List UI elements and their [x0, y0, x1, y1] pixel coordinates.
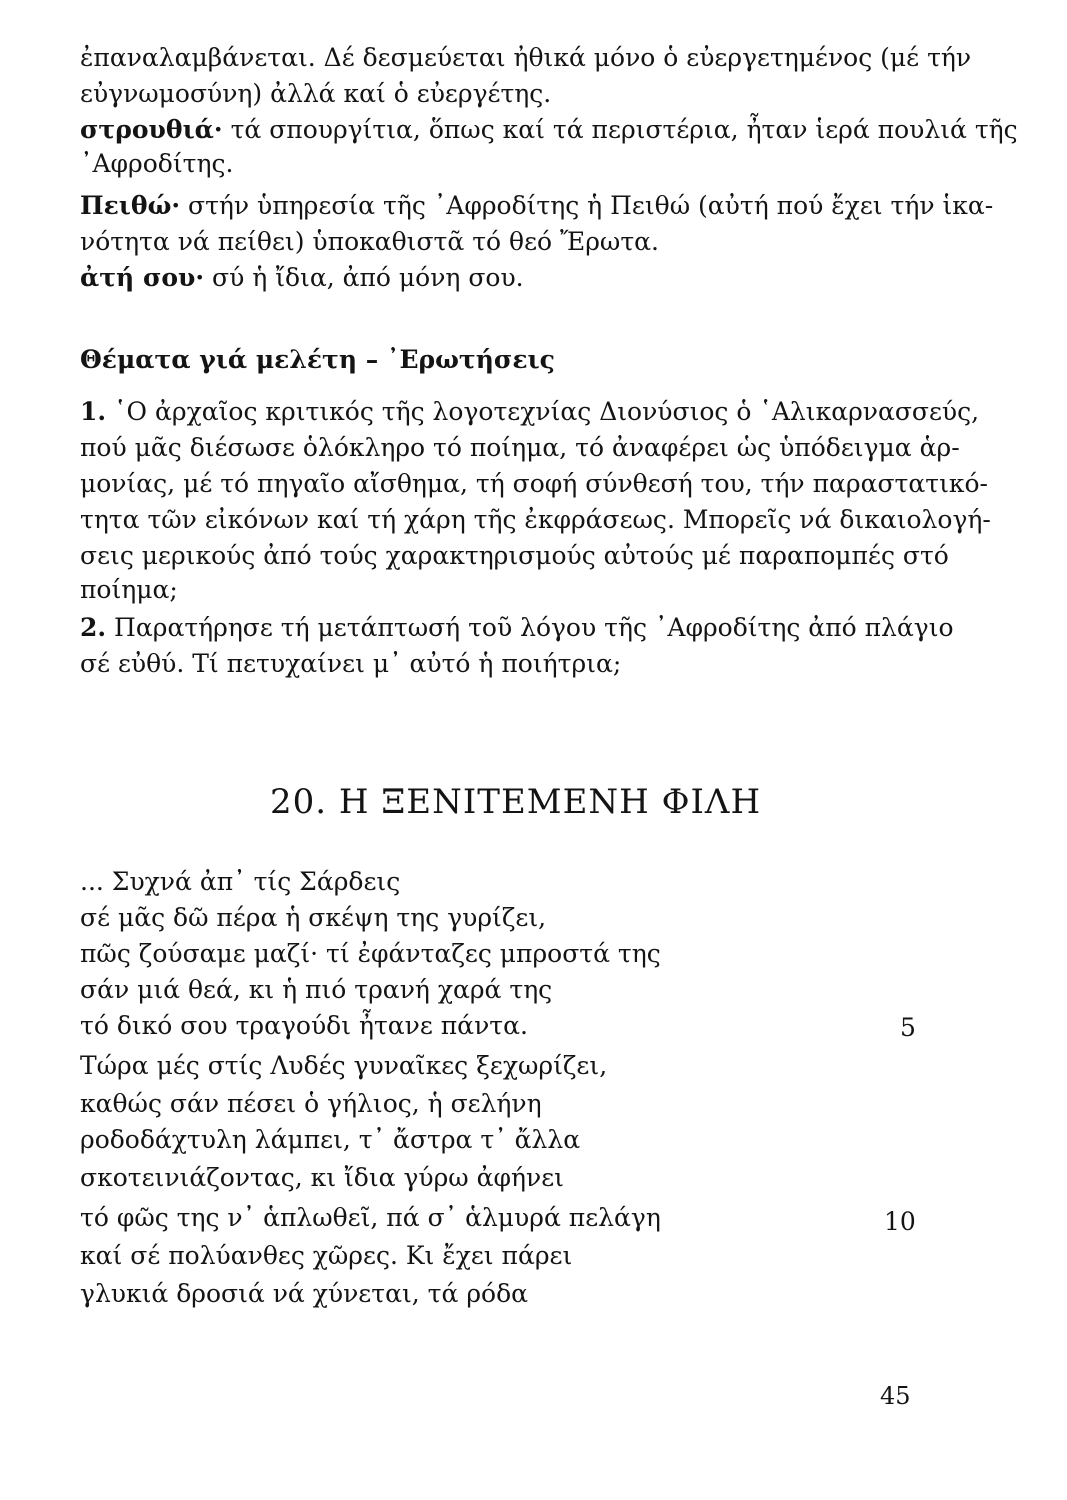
question-2-line-2: σέ εὐθύ. Τί πετυχαίνει μ᾽ αὐτό ἡ ποιήτρια; [80, 649, 622, 678]
poem-line: καθώς σάν πέσει ὁ γήλιος, ἡ σελήνη [80, 1089, 542, 1118]
questions-heading: Θέματα γιά μελέτη – ᾽Ερωτήσεις [80, 345, 555, 374]
poem-line-number: 5 [900, 1013, 916, 1042]
glossary-term: ἀτή σου· [80, 263, 205, 292]
poem-line: σέ μᾶς δῶ πέρα ἡ σκέψη της γυρίζει, [80, 903, 547, 932]
poem-line: γλυκιά δροσιά νά χύνεται, τά ρόδα [80, 1279, 529, 1308]
glossary-term: Πειθώ· [80, 191, 181, 220]
question-1-line-1: 1. ῾Ο ἀρχαῖος κριτικός τῆς λογοτεχνίας Διονύσιος ὁ ῾Αλικαρνασσεύς, [80, 397, 980, 426]
glossary-definition: τά σπουργίτια, ὅπως καί τά περιστέρια, ἦταν ἱερά πουλιά τῆς [222, 115, 1018, 144]
poem-line: ... Συχνά ἀπ᾽ τίς Σάρδεις [80, 867, 401, 896]
poem-line-number: 10 [884, 1207, 916, 1236]
glossary-intro-line-1: ἐπαναλαμβάνεται. Δέ δεσμεύεται ἠθικά μόνο ὁ εὐεργετημένος (μέ τήν [80, 43, 972, 72]
question-number: 2. [80, 613, 107, 642]
question-number: 1. [80, 397, 107, 426]
poem-line: σάν μιά θεά, κι ἡ πιό τρανή χαρά της [80, 975, 553, 1004]
question-1-line-2: πού μᾶς διέσωσε ὁλόκληρο τό ποίημα, τό ἀναφέρει ὡς ὑπόδειγμα ἁρ- [80, 433, 960, 462]
glossary-definition: στήν ὑπηρεσία τῆς ᾽Αφροδίτης ἡ Πειθώ (αὐτή πού ἔχει τήν ἱκα- [180, 191, 994, 220]
poem-line: ροδοδάχτυλη λάμπει, τ᾽ ἄστρα τ᾽ ἄλλα [80, 1125, 581, 1154]
glossary-entry-peitho [80, 190, 993, 222]
glossary-entry-ati-sou [80, 262, 524, 294]
question-1-line-5: σεις μερικούς ἀπό τούς χαρακτηρισμούς αὐτούς μέ παραπομπές στό [80, 541, 949, 570]
poem-line: τό δικό σου τραγούδι ἦτανε πάντα. [80, 1011, 528, 1040]
question-1-line-6: ποίημα; [80, 575, 178, 604]
glossary-term: στρουθιά· [80, 115, 223, 144]
glossary-entry-continuation: νότητα νά πείθει) ὑποκαθιστᾶ τό θεό Ἔρωτα. [80, 227, 659, 256]
poem-line: Τώρα μές στίς Λυδές γυναῖκες ξεχωρίζει, [80, 1051, 608, 1080]
glossary-entry-continuation: ᾽Αφροδίτης. [80, 149, 234, 178]
glossary-definition: σύ ἡ ἴδια, ἀπό μόνη σου. [204, 263, 524, 292]
page-number: 45 [880, 1382, 911, 1410]
question-1-line-3: μονίας, μέ τό πηγαῖο αἴσθημα, τή σοφή σύνθεσή του, τήν παραστατικό- [80, 469, 988, 498]
poem-line: σκοτεινιάζοντας, κι ἴδια γύρω ἀφήνει [80, 1163, 564, 1192]
poem-line: καί σέ πολύανθες χῶρες. Κι ἔχει πάρει [80, 1241, 573, 1270]
question-1-line-4: τητα τῶν εἰκόνων καί τή χάρη τῆς ἐκφράσεως. Μπορεῖς νά δικαιολογή- [80, 505, 991, 534]
poem-line: πῶς ζούσαμε μαζί· τί ἐφάνταζες μπροστά της [80, 939, 661, 968]
poem-title: 20. Η ΞΕΝΙΤΕΜΕΝΗ ΦΙΛΗ [270, 782, 762, 822]
glossary-intro-line-2: εὐγνωμοσύνη) ἀλλά καί ὁ εὐεργέτης. [80, 79, 552, 108]
question-2-line-1: 2. Παρατήρησε τή μετάπτωσή τοῦ λόγου τῆς ᾽Αφροδίτης ἀπό πλάγιο [80, 613, 954, 642]
poem-line: τό φῶς της ν᾽ ἁπλωθεῖ, πά σ᾽ ἁλμυρά πελάγη [80, 1203, 661, 1232]
glossary-entry-strouthia [80, 114, 1018, 146]
